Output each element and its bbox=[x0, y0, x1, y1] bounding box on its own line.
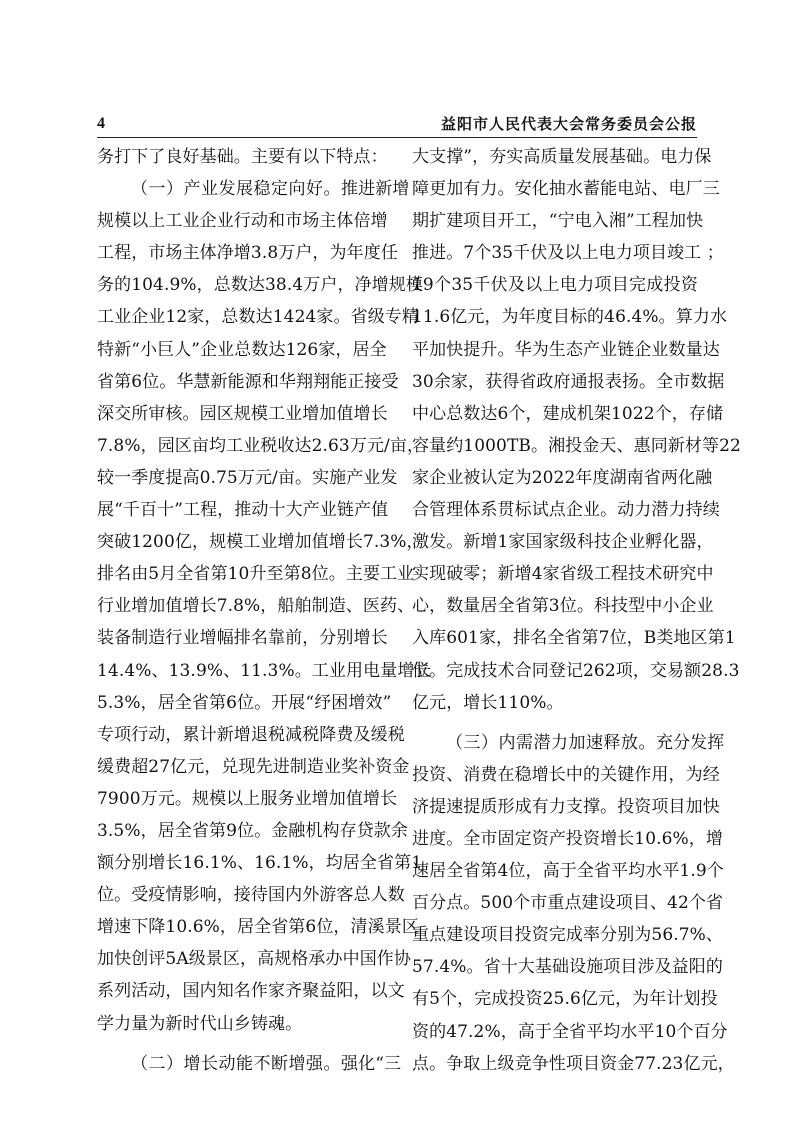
line-text: 排名由5月全省第10升至第8位。主要工业 bbox=[97, 564, 415, 585]
journal-title: 益阳市人民代表大会常务委员会公报 bbox=[440, 115, 697, 133]
line-text: 7.8%，园区亩均工业税收达2.63万元/亩， bbox=[97, 435, 425, 456]
line-text: 缓费超27亿元，兑现先进制造业奖补资金 bbox=[97, 756, 410, 777]
text-line bbox=[97, 494, 389, 526]
text-line bbox=[412, 759, 720, 791]
text-line bbox=[97, 558, 415, 590]
line-text: 特新“小巨人”企业总数达126家，居全 bbox=[97, 339, 387, 360]
line-text: 加快创评5A级景区，高规格承办中国作协 bbox=[97, 949, 411, 970]
line-text: 规模以上工业企业行动和市场主体倍增 bbox=[97, 211, 388, 232]
text-line bbox=[97, 975, 405, 1007]
line-text: 家企业被认定为2022年度湖南省两化融 bbox=[412, 467, 713, 488]
line-text: 工业企业12家，总数达1424家。省级专精 bbox=[97, 307, 419, 328]
line-text: 装备制造行业增幅排名靠前，分别增长 bbox=[97, 628, 388, 649]
text-line bbox=[412, 855, 724, 887]
text-line bbox=[97, 943, 411, 975]
text-line bbox=[412, 1016, 728, 1048]
text-line bbox=[97, 366, 399, 398]
line-text: 障更加有力。安化抽水蓄能电站、电厂三 bbox=[412, 179, 720, 200]
text-line bbox=[412, 823, 724, 855]
header-divider bbox=[97, 137, 697, 138]
text-line bbox=[97, 173, 410, 205]
line-text: 平加快提升。华为生态产业链企业数量达 bbox=[412, 339, 720, 360]
text-line bbox=[97, 911, 419, 943]
text-line bbox=[97, 1008, 383, 1040]
text-line bbox=[412, 791, 720, 823]
line-text: 14.4%、13.9%、11.3%。工业用电量增长 bbox=[97, 660, 432, 681]
line-text: 强化“三 bbox=[341, 1053, 402, 1074]
text-line bbox=[412, 430, 741, 462]
line-text: 工程，市场主体净增3.8万户，为年度任 bbox=[97, 243, 398, 264]
text-line bbox=[97, 237, 398, 269]
line-text: 中心总数达6个，建成机架1022个，存储 bbox=[412, 403, 724, 424]
page-header bbox=[97, 113, 697, 137]
text-line bbox=[412, 173, 720, 205]
text-line bbox=[412, 334, 720, 366]
text-line bbox=[97, 719, 405, 751]
text-line bbox=[97, 462, 398, 494]
line-text: 学力量为新时代山乡铸魂。 bbox=[97, 1013, 303, 1034]
line-text: 深交所审核。园区规模工业增加值增长 bbox=[97, 403, 388, 424]
line-text: 务打下了良好基础。主要有以下特点： bbox=[97, 147, 388, 167]
line-text: 系列活动，国内知名作家齐聚益阳，以文 bbox=[97, 981, 405, 1002]
line-text: 点。争取上级竞争性项目资金77.23亿元， bbox=[412, 1053, 735, 1074]
text-line bbox=[97, 205, 388, 237]
line-text: 资的47.2%，高于全省平均水平10个百分 bbox=[412, 1021, 728, 1042]
text-line bbox=[97, 783, 398, 815]
text-line bbox=[412, 494, 720, 526]
text-line bbox=[97, 815, 409, 847]
text-line bbox=[412, 141, 712, 173]
line-text: 大支撑”，夯实高质量发展基础。电力保 bbox=[412, 147, 712, 167]
line-text: 容量约1000TB。湘投金天、惠同新材等22 bbox=[412, 435, 741, 456]
text-line bbox=[97, 847, 423, 879]
text-line bbox=[97, 622, 388, 654]
line-text: 行业增加值增长7.8%，船舶制造、医药、 bbox=[97, 596, 415, 617]
text-line bbox=[97, 590, 415, 622]
line-text: 进度。全市固定资产投资增长10.6%，增 bbox=[412, 828, 724, 849]
text-line bbox=[97, 398, 388, 430]
section-heading: （三）内需潜力加速释放。 bbox=[446, 732, 656, 753]
line-text: 有5个，完成投资25.6亿元，为年计划投 bbox=[412, 989, 718, 1010]
line-text: 济提速提质形成有力支撑。投资项目加快 bbox=[412, 796, 720, 817]
text-line bbox=[97, 301, 419, 333]
line-text: 较一季度提高0.75万元/亩。实施产业发 bbox=[97, 467, 398, 488]
line-text: 期扩建项目开工，“宁电入湘”工程加快 bbox=[412, 211, 704, 232]
text-line bbox=[97, 751, 410, 783]
section-heading: （一）产业发展稳定向好。 bbox=[131, 179, 341, 200]
line-text: 位。完成技术合同登记262项，交易额28.3 bbox=[412, 660, 740, 681]
text-line bbox=[412, 727, 725, 759]
line-text: 速居全省第4位，高于全省平均水平1.9个 bbox=[412, 861, 724, 882]
text-line bbox=[412, 655, 740, 687]
text-line bbox=[412, 205, 704, 237]
line-text: 19个35千伏及以上电力项目完成投资 bbox=[412, 275, 698, 296]
line-text: 投资、消费在稳增长中的关键作用，为经 bbox=[412, 764, 720, 785]
line-text: 推进新增 bbox=[341, 179, 410, 200]
text-line bbox=[97, 430, 425, 462]
line-text: 57.4%。省十大基础设施项目涉及益阳的 bbox=[412, 957, 724, 978]
line-text: 百分点。500个市重点建设项目、42个省 bbox=[412, 893, 724, 914]
line-text: 11.6亿元，为年度目标的46.4%。算力水 bbox=[412, 307, 728, 328]
text-line bbox=[412, 269, 698, 301]
text-line bbox=[412, 366, 725, 398]
line-text: 入库601家，排名全省第7位，B类地区第1 bbox=[412, 628, 736, 649]
text-line bbox=[412, 622, 736, 654]
line-text: 务的104.9%，总数达38.4万户，净增规模 bbox=[97, 275, 423, 296]
left-column bbox=[97, 141, 432, 1074]
text-line bbox=[412, 983, 718, 1015]
text-line bbox=[97, 655, 432, 687]
text-line bbox=[412, 558, 714, 590]
text-line bbox=[412, 887, 724, 919]
text-line bbox=[97, 879, 405, 911]
right-column bbox=[412, 141, 741, 1074]
text-line bbox=[412, 398, 724, 430]
text-line bbox=[412, 462, 713, 494]
text-line bbox=[97, 141, 388, 173]
text-line bbox=[97, 526, 424, 558]
line-text: 心，数量居全省第3位。科技型中小企业 bbox=[412, 596, 714, 617]
line-text: 3.5%，居全省第9位。金融机构存贷款余 bbox=[97, 820, 409, 841]
line-text: 激发。新增1家国家级科技企业孵化器， bbox=[412, 532, 714, 553]
text-line bbox=[412, 1048, 735, 1080]
line-text: 7900万元。规模以上服务业增加值增长 bbox=[97, 788, 398, 809]
page-number: 4 bbox=[97, 115, 105, 132]
text-line bbox=[97, 1048, 402, 1080]
line-text: 亿元，增长110%。 bbox=[412, 692, 564, 713]
text-line bbox=[412, 951, 724, 983]
text-line bbox=[412, 301, 728, 333]
line-text: 省第6位。华慧新能源和华翔翔能正接受 bbox=[97, 371, 399, 392]
line-text: 推进。7个35千伏及以上电力项目竣工 ； bbox=[412, 243, 724, 264]
line-text: 合管理体系贯标试点企业。动力潜力持续 bbox=[412, 500, 720, 521]
line-text: 额分别增长16.1%、16.1%，均居全省第1 bbox=[97, 853, 423, 874]
line-text: 充分发挥 bbox=[656, 732, 725, 753]
line-text: 实现破零；新增4家省级工程技术研究中 bbox=[412, 564, 714, 585]
line-text: 突破1200亿，规模工业增加值增长7.3%， bbox=[97, 532, 424, 553]
section-heading: （二）增长动能不断增强。 bbox=[131, 1053, 341, 1074]
text-line bbox=[412, 590, 714, 622]
line-text: 位。受疫情影响，接待国内外游客总人数 bbox=[97, 885, 405, 906]
text-line bbox=[97, 687, 392, 719]
text-line bbox=[412, 526, 714, 558]
line-text: 增速下降10.6%，居全省第6位，清溪景区 bbox=[97, 917, 419, 938]
text-line bbox=[97, 334, 387, 366]
line-text: 展“千百十”工程，推动十大产业链产值 bbox=[97, 500, 389, 521]
text-line bbox=[97, 269, 423, 301]
line-text: 专项行动，累计新增退税减税降费及缓税 bbox=[97, 724, 405, 745]
line-text: 重点建设项目投资完成率分别为56.7%、 bbox=[412, 925, 724, 946]
text-line bbox=[412, 919, 724, 951]
text-line bbox=[412, 687, 698, 719]
text-line bbox=[412, 237, 724, 269]
line-text: 5.3%，居全省第6位。开展“纾困增效” bbox=[97, 692, 392, 713]
line-text: 30余家，获得省政府通报表扬。全市数据 bbox=[412, 371, 725, 392]
